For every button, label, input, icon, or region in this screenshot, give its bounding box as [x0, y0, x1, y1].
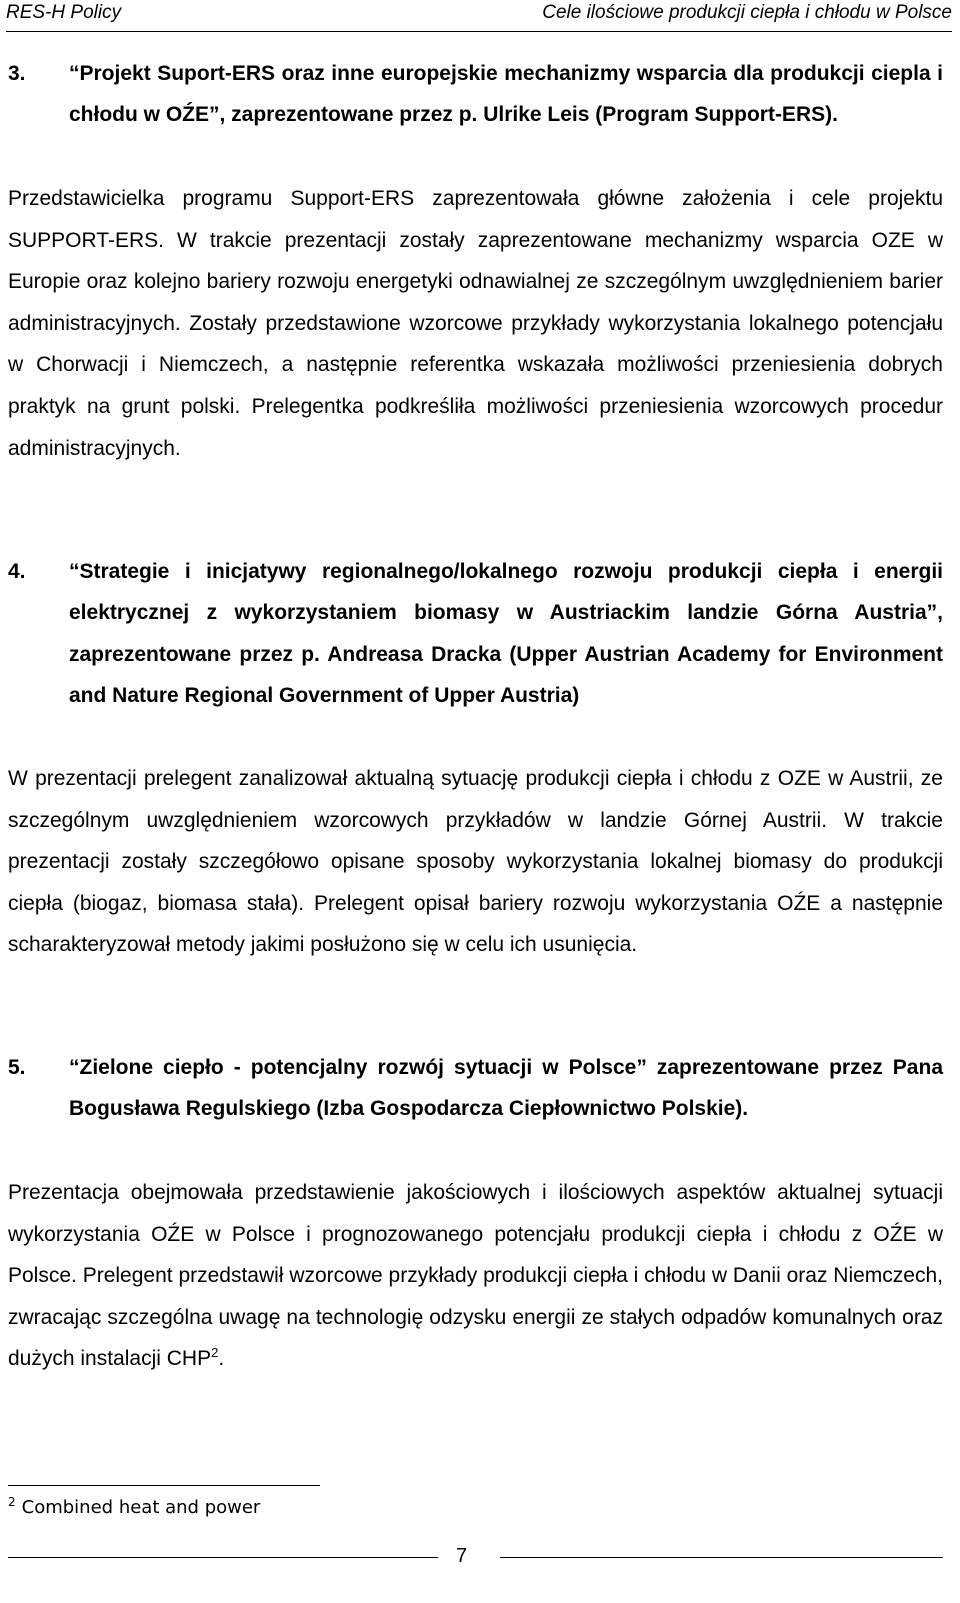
- footnote-reference[interactable]: 2: [211, 1345, 219, 1361]
- header-title-left: RES-H Policy: [6, 2, 122, 23]
- page-number: 7: [456, 1545, 468, 1567]
- footnote-marker: 2: [8, 1495, 16, 1509]
- footnote: [8, 1497, 260, 1518]
- header-title-right: Cele ilościowe produkcji ciepła i chłodu w Polsce: [542, 2, 952, 23]
- paragraph-end: .: [218, 1347, 225, 1371]
- section-heading-text: “Projekt Suport-ERS oraz inne europejskie mechanizmy wsparcia dla produkcji ciepla i chłodu w OŹE”, zaprezentowane przez p. Ulrike Leis (Program Support-ERS).: [69, 62, 943, 127]
- footer-rule-left: [8, 1557, 438, 1558]
- section-5-heading: [8, 1047, 943, 1130]
- section-number: 5.: [8, 1056, 26, 1079]
- footnote-text: Combined heat and power: [21, 1497, 261, 1518]
- section-3-paragraph: Przedstawicielka programu Support-ERS zaprezentowała główne założenia i cele projektu SUPPORT-ERS. W trakcie prezentacji zostały zaprezentowane mechanizmy wsparcia OZE w Europie oraz kolejno bariery rozwoju energetyki odnawialnej ze szczególnym uwzględnieniem barier administracyjnych. Zostały przedstawione wzorcowe przykłady wykorzystania lokalnego potencjału w Chorwacji i Niemczech, a następnie referentka wskazała możliwości przeniesienia dobrych praktyk na grunt polski. Prelegentka podkreśliła możliwości przeniesienia wzorcowych procedur administracyjnych.: [8, 187, 943, 460]
- section-3-heading: [8, 53, 943, 136]
- footer-rule-right: [500, 1557, 943, 1558]
- footnote-separator: [8, 1485, 320, 1486]
- running-header: [6, 0, 952, 32]
- section-heading-text: “Zielone ciepło - potencjalny rozwój sytuacji w Polsce” zaprezentowane przez Pana Bogusława Regulskiego (Izba Gospodarcza Ciepłownictwo Polskie).: [69, 1056, 943, 1121]
- section-number: 4.: [8, 560, 26, 583]
- paragraph-text: Prezentacja obejmowała przedstawienie jakościowych i ilościowych aspektów aktualnej sytuacji wykorzystania OŹE w Polsce i prognozowanego potencjału produkcji ciepła i chłodu z OŹE w Polsce. Prelegent przedstawił wzorcowe przykłady produkcji ciepła i chłodu w Danii oraz Niemczech, zwracając szczególna uwagę na technologię odzysku energii ze stałych odpadów komunalnych oraz dużych instalacji CHP: [8, 1181, 943, 1371]
- section-4-heading: [8, 551, 943, 716]
- section-heading-text: “Strategie i inicjatywy regionalnego/lokalnego rozwoju produkcji ciepła i energii elektrycznej z wykorzystaniem biomasy w Austriackim landzie Górna Austria”, zaprezentowane przez p. Andreasa Dracka (Upper Austrian Academy for Environment and Nature Regional Government of Upper Austria): [69, 560, 943, 707]
- section-5-paragraph: [8, 1172, 943, 1380]
- section-number: 3.: [8, 62, 26, 85]
- section-4-paragraph: W prezentacji prelegent zanalizował aktualną sytuację produkcji ciepła i chłodu z OZE w Austrii, ze szczególnym uwzględnieniem wzorcowych przykładów w landzie Górnej Austrii. W trakcie prezentacji zostały szczegółowo opisane sposoby wykorzystania lokalnej biomasy do produkcji ciepła (biogaz, biomasa stała). Prelegent opisał bariery rozwoju wykorzystania OŹE a następnie scharakteryzował metody jakimi posłużono się w celu ich usunięcia.: [8, 767, 943, 957]
